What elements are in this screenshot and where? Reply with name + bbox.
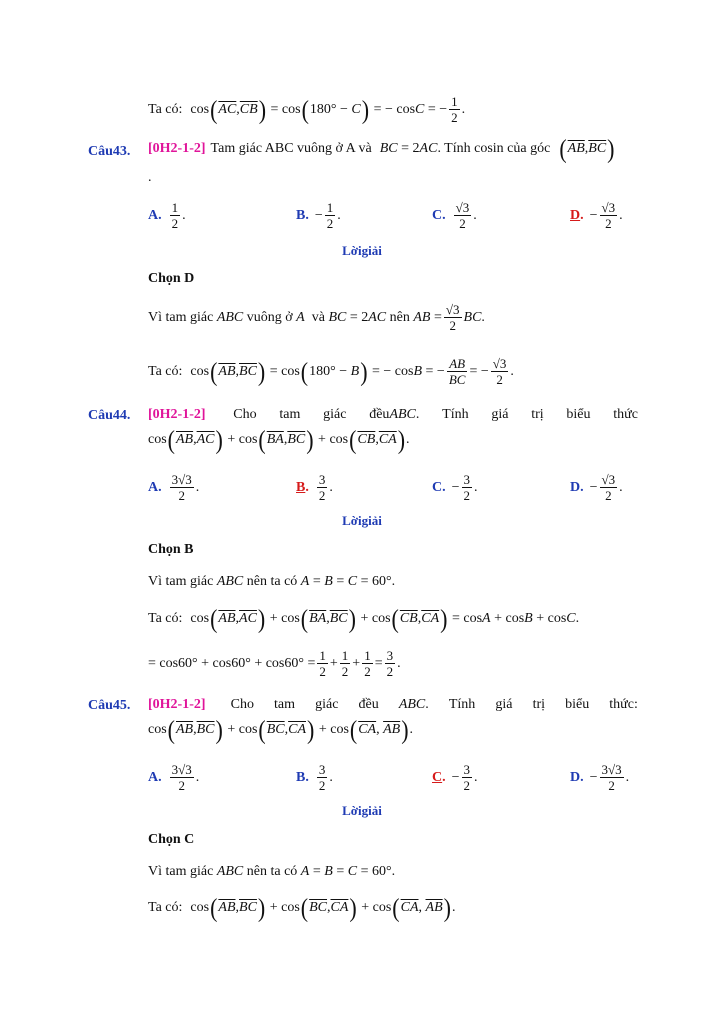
option-c[interactable]: C. − 3 2 . xyxy=(432,762,478,793)
question-number: Câu44. xyxy=(88,408,131,423)
question-tag: [0H2-1-2] xyxy=(148,697,206,712)
question-tag: [0H2-1-2] xyxy=(148,141,206,156)
option-a[interactable]: A. 3√3 2 . xyxy=(148,472,200,503)
option-b[interactable]: B. 3 2 . xyxy=(296,472,333,503)
option-d[interactable]: D. − 3√3 2 . xyxy=(570,762,630,793)
solution-step-2: Ta có: cos ( $\overline{AB}$ , $\overline{BC}$ ) = cos ( 180° − B ) = − cos B = − AB BC = − √3 2 . xyxy=(148,355,514,387)
option-d[interactable]: D. − √3 2 . xyxy=(570,200,623,231)
option-a[interactable]: A. 3√3 2 . xyxy=(148,762,200,793)
question-45-expression: cos ( $\overline{AB}$ , $\overline{BC}$ ) + cos ( $\overline{BC}$ , $\overline{CA}$ ) + cos ( $\overline{CA}$ , $\overline{AB}$ ) . xyxy=(148,714,414,745)
option-c[interactable]: C. − 3 2 . xyxy=(432,472,478,503)
solution-heading: Lờigiải xyxy=(342,803,382,818)
solution-step-2: Ta có: cos ( $\overline{AB}$ , $\overline{AC}$ ) + cos ( $\overline{BA}$ , $\overline{BC}$ ) + cos ( $\overline{CB}$ , $\overline{CA}$ ) = cos A + cos B + cos C . xyxy=(148,603,580,634)
solution-step-1: Vì tam giác ABC vuông ở A và BC = 2 AC nên AB = √3 2 BC . xyxy=(148,302,485,333)
question-tag: [0H2-1-2] xyxy=(148,407,206,422)
question-44-expression: cos ( $\overline{AB}$ , $\overline{AC}$ ) + cos ( $\overline{BA}$ , $\overline{BC}$ ) + cos ( $\overline{CB}$ , $\overline{CA}$ ) . xyxy=(148,424,410,455)
solution-step-3: = cos60° + cos60° + cos60° = 1 2 + 1 2 + 1 2 = 3 2 . xyxy=(148,648,401,679)
solution-step-1: Vì tam giác ABC nên ta có A = B = C = 60°. xyxy=(148,574,396,589)
question-number: Câu45. xyxy=(88,698,131,713)
intro-formula: Ta có: cos ( $\overline{AC}$ , $\overline{CB}$ ) = cos ( 180° − C ) = − cos C = − 1 2 . xyxy=(148,93,466,125)
solution-step-1: Vì tam giác ABC nên ta có A = B = C = 60°. xyxy=(148,864,396,879)
answer-choice: Chọn D xyxy=(148,271,195,286)
solution-step-2: Ta có: cos ( $\overline{AB}$ , $\overline{BC}$ ) + cos ( $\overline{BC}$ , $\overline{CA}$ ) + cos ( $\overline{CA}$ , $\overline{AB}$ ) . xyxy=(148,892,456,923)
option-b[interactable]: B. 3 2 . xyxy=(296,762,333,793)
solution-heading: Lờigiải xyxy=(342,243,382,258)
question-44-text: [0H2-1-2] Cho tam giác đềuABC. Tính giá trị biểu thức xyxy=(148,407,638,422)
answer-choice: Chọn B xyxy=(148,542,194,557)
question-43-text: [0H2-1-2] Tam giác ABC vuông ở A và BC = 2 AC . Tính cosin của góc ( $\overline{AB}$ , $\overline{BC}$ ) xyxy=(148,133,615,164)
option-b[interactable]: B. − 1 2 . xyxy=(296,200,341,231)
question-45-text: [0H2-1-2] Cho tam giác đều ABC. Tính giá trị biểu thức: xyxy=(148,697,638,712)
answer-choice: Chọn C xyxy=(148,832,195,847)
question-number: Câu43. xyxy=(88,144,131,159)
option-d[interactable]: D. − √3 2 . xyxy=(570,472,623,503)
option-a[interactable]: A. 1 2 . xyxy=(148,200,186,231)
option-c[interactable]: C. √3 2 . xyxy=(432,200,477,231)
trailing-period: . xyxy=(148,170,152,185)
solution-heading: Lờigiải xyxy=(342,513,382,528)
